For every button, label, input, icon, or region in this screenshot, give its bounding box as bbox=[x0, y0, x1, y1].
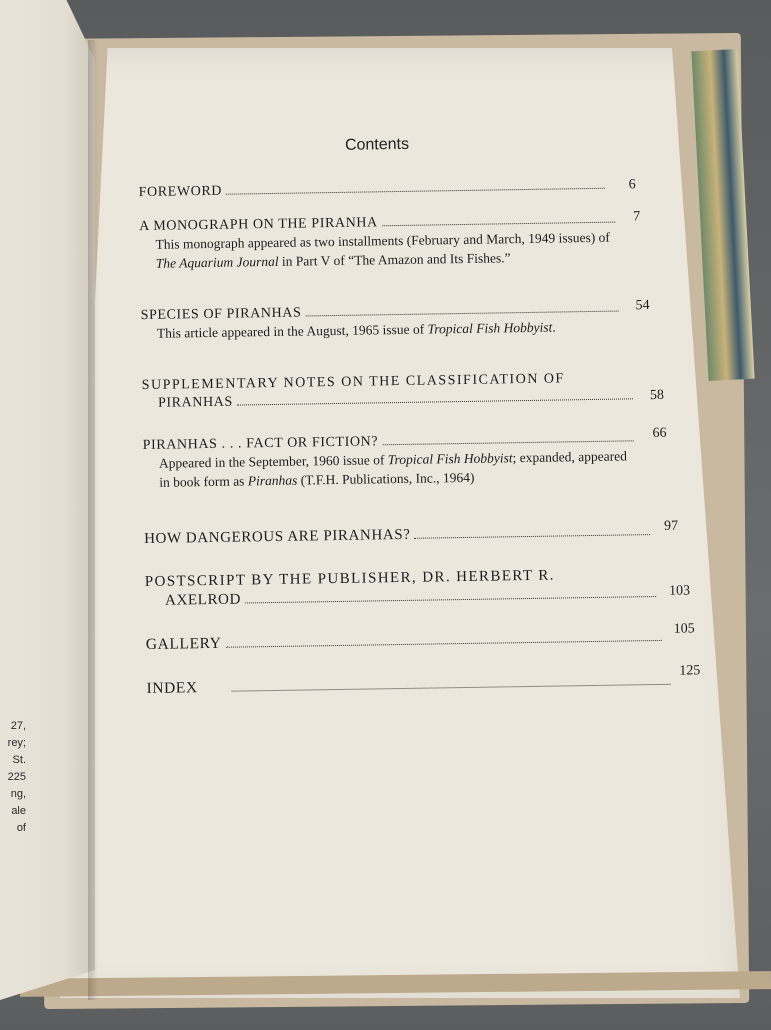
leader-dots bbox=[382, 440, 633, 445]
entry-page-number: 103 bbox=[668, 583, 691, 599]
toc-entry-supplementary bbox=[142, 370, 637, 412]
entry-page-number: 66 bbox=[652, 425, 667, 442]
entry-page-number: 6 bbox=[628, 177, 636, 193]
entry-label: SPECIES OF PIRANHAS bbox=[140, 305, 302, 324]
entry-note: This monograph appeared as two installments (February and March, 1949 issues) of The Aquarium Journal in Part V of “The Amazon and Its Fishes.” bbox=[155, 229, 610, 271]
entry-note: Appeared in the September, 1960 issue of Tropical Fish Hobbyist; expanded, appeared in book form as Piranhas (T.F.H. Publications, Inc., 1964) bbox=[158, 448, 628, 490]
entry-page-number: 54 bbox=[635, 298, 650, 314]
entry-label: GALLERY bbox=[145, 634, 222, 654]
left-fragment: ng, bbox=[10, 788, 26, 800]
toc-entry-foreword bbox=[139, 178, 609, 201]
entry-page-number: 7 bbox=[633, 209, 641, 225]
entry-label: SUPPLEMENTARY NOTES ON THE CLASSIFICATION OF bbox=[141, 371, 565, 394]
leader-dots bbox=[245, 596, 656, 603]
entry-label: PIRANHAS . . . FACT OR FICTION? bbox=[142, 434, 379, 454]
entry-page-number: 125 bbox=[679, 663, 701, 679]
entry-label: INDEX bbox=[146, 679, 198, 698]
leader-dots bbox=[237, 398, 633, 405]
leader-dots bbox=[305, 311, 618, 317]
toc-entry-gallery bbox=[146, 628, 666, 654]
toc-entry-fact-or-fiction bbox=[143, 430, 639, 492]
left-fragment: ale bbox=[11, 805, 26, 817]
left-fragment: St. bbox=[12, 754, 26, 766]
toc-entry-species bbox=[141, 300, 623, 343]
entry-label: A MONOGRAPH ON THE PIRANHA bbox=[139, 215, 378, 235]
leader-dots bbox=[415, 534, 651, 539]
entry-page-number: 58 bbox=[649, 387, 665, 404]
leader-dots bbox=[226, 640, 662, 648]
entry-page-number: 105 bbox=[673, 621, 695, 637]
toc-entry-how-dangerous bbox=[144, 523, 654, 548]
entry-page-number: 97 bbox=[663, 518, 679, 534]
left-fragment: of bbox=[16, 822, 26, 834]
toc-entry-index bbox=[146, 672, 674, 698]
leader-dots bbox=[382, 222, 615, 227]
page-title: Contents bbox=[344, 135, 410, 154]
toc-entry-postscript bbox=[145, 566, 661, 610]
leader-dots bbox=[226, 188, 605, 195]
entry-label: AXELROD bbox=[164, 591, 242, 609]
entry-label: HOW DANGEROUS ARE PIRANHAS? bbox=[144, 526, 411, 548]
entry-label: FOREWORD bbox=[138, 183, 223, 201]
entry-label: POSTSCRIPT BY THE PUBLISHER, DR. HERBERT R. bbox=[144, 567, 555, 591]
left-fragment: 225 bbox=[7, 771, 26, 783]
left-fragment: rey; bbox=[7, 737, 26, 749]
entry-note: This article appeared in the August, 1965 issue of Tropical Fish Hobbyist. bbox=[156, 319, 556, 341]
toc-entry-monograph bbox=[139, 212, 620, 274]
leader-dots bbox=[232, 684, 671, 692]
left-fragment: 27, bbox=[10, 720, 26, 732]
entry-label: PIRANHAS bbox=[157, 394, 233, 411]
